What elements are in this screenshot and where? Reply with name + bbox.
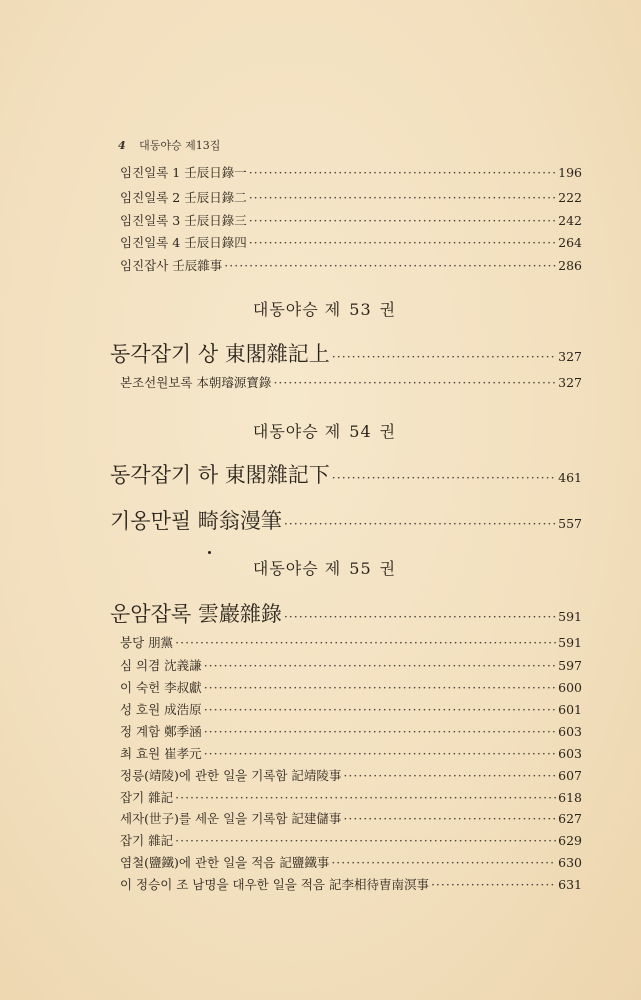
volume-heading-54: [0, 419, 641, 442]
dot-leader: [249, 213, 556, 228]
toc-entry-page: 242: [558, 213, 582, 228]
toc-entry-page: 222: [558, 190, 582, 205]
dot-leader: [249, 235, 556, 250]
toc-entry: [120, 809, 582, 827]
toc-main-entry: [110, 459, 582, 489]
toc-entry: [120, 233, 582, 251]
toc-entry-page: 618: [558, 790, 582, 805]
toc-entry-page: 591: [558, 609, 582, 624]
toc-entry-title: 성 호원 成浩原: [120, 702, 202, 717]
toc-entry-title: 이 정승이 조 남명을 대우한 일을 적음 記李相待曺南溟事: [120, 877, 429, 892]
volume-suffix: 권: [379, 559, 397, 578]
dot-leader: [343, 768, 556, 783]
toc-entry-title: 정 계함 鄭季涵: [120, 724, 202, 739]
dot-leader: [343, 811, 556, 826]
volume-heading-53: [0, 297, 641, 320]
toc-entry-page: 630: [558, 855, 582, 870]
volume-label: 대동야승 제: [252, 559, 342, 578]
dot-leader: [175, 635, 556, 650]
toc-entry-page: 603: [558, 746, 582, 761]
volume-label: 대동야승 제: [252, 300, 342, 319]
toc-entry-title: 세자(世子)를 세운 일을 기록함 記建儲事: [120, 811, 342, 826]
toc-entry-title: 정릉(靖陵)에 관한 일을 기록함 記靖陵事: [120, 768, 342, 783]
ink-speck: [208, 551, 211, 554]
toc-main-entry: [110, 598, 582, 628]
toc-entry: [120, 722, 582, 740]
toc-entry-title: 임진일록 4 壬辰日錄四: [120, 235, 247, 250]
toc-main-entry: [110, 505, 582, 535]
toc-entry-title: 이 숙헌 李叔獻: [120, 680, 202, 695]
toc-entry-title: 붕당 朋黨: [120, 635, 174, 650]
toc-entry-title: 임진잡사 壬辰雜事: [120, 258, 223, 273]
dot-leader: [284, 609, 556, 624]
toc-entry: [120, 256, 582, 274]
toc-entry: [120, 188, 582, 206]
toc-entry-title: 동각잡기 하 東閣雜記下: [110, 463, 330, 487]
toc-entry: [120, 633, 582, 651]
toc-entry-title: 잡기 雜記: [120, 833, 174, 848]
toc-entry-page: 264: [558, 235, 582, 250]
dot-leader: [175, 790, 556, 805]
toc-entry-page: 327: [558, 349, 582, 364]
dot-leader: [331, 855, 556, 870]
toc-entry-page: 631: [558, 877, 582, 892]
toc-entry-page: 591: [558, 635, 582, 650]
toc-entry-page: 601: [558, 702, 582, 717]
toc-entry-page: 196: [558, 165, 582, 180]
toc-entry-title: 염철(鹽鐵)에 관한 일을 적음 記鹽鐵事: [120, 855, 330, 870]
toc-entry: [120, 211, 582, 229]
toc-entry-page: 286: [558, 258, 582, 273]
dot-leader: [204, 658, 556, 673]
toc-entry-title: 임진일록 1 壬辰日錄一: [120, 165, 247, 180]
running-title: 대동야승 제13집: [139, 139, 221, 152]
toc-entry-title: 심 의겸 沈義謙: [120, 658, 202, 673]
dot-leader: [204, 702, 556, 717]
dot-leader: [224, 258, 556, 273]
volume-label: 대동야승 제: [252, 422, 342, 441]
toc-entry: [120, 700, 582, 718]
toc-entry: [120, 678, 582, 696]
dot-leader: [204, 724, 556, 739]
toc-entry: [120, 163, 582, 181]
toc-entry-page: 557: [558, 516, 582, 531]
toc-main-entry: [110, 338, 582, 368]
running-header: [118, 137, 220, 153]
toc-entry-page: 327: [558, 375, 582, 390]
toc-entry-title: 임진일록 3 壬辰日錄三: [120, 213, 247, 228]
toc-entry-page: 629: [558, 833, 582, 848]
dot-leader: [249, 165, 556, 180]
volume-suffix: 권: [379, 300, 397, 319]
toc-entry: [120, 853, 582, 871]
toc-entry-title: 최 효원 崔孝元: [120, 746, 202, 761]
toc-entry: [120, 373, 582, 391]
toc-entry-page: 461: [558, 470, 582, 485]
toc-entry-page: 627: [558, 811, 582, 826]
toc-entry-page: 600: [558, 680, 582, 695]
toc-entry-page: 597: [558, 658, 582, 673]
toc-entry-title: 잡기 雜記: [120, 790, 174, 805]
toc-entry-title: 본조선원보록 本朝璿源寶錄: [120, 375, 272, 390]
volume-suffix: 권: [379, 422, 397, 441]
toc-entry: [120, 875, 582, 893]
dot-leader: [431, 877, 556, 892]
toc-entry: [120, 766, 582, 784]
dot-leader: [332, 349, 556, 364]
dot-leader: [204, 680, 556, 695]
dot-leader: [332, 470, 556, 485]
toc-entry-page: 607: [558, 768, 582, 783]
volume-heading-55: [0, 556, 641, 579]
volume-number: 55: [349, 559, 372, 578]
toc-entry-page: 603: [558, 724, 582, 739]
dot-leader: [284, 516, 556, 531]
dot-leader: [273, 375, 556, 390]
volume-number: 54: [349, 422, 372, 441]
dot-leader: [175, 833, 556, 848]
page-number: 4: [118, 139, 126, 152]
toc-entry: [120, 788, 582, 806]
toc-entry: [120, 744, 582, 762]
toc-entry-title: 운암잡록 雲巖雜錄: [110, 602, 282, 626]
dot-leader: [204, 746, 556, 761]
toc-entry: [120, 831, 582, 849]
toc-entry-title: 동각잡기 상 東閣雜記上: [110, 342, 330, 366]
dot-leader: [249, 190, 556, 205]
volume-number: 53: [349, 300, 372, 319]
toc-entry: [120, 656, 582, 674]
toc-entry-title: 임진일록 2 壬辰日錄二: [120, 190, 247, 205]
toc-entry-title: 기옹만필 畸翁漫筆: [110, 509, 282, 533]
